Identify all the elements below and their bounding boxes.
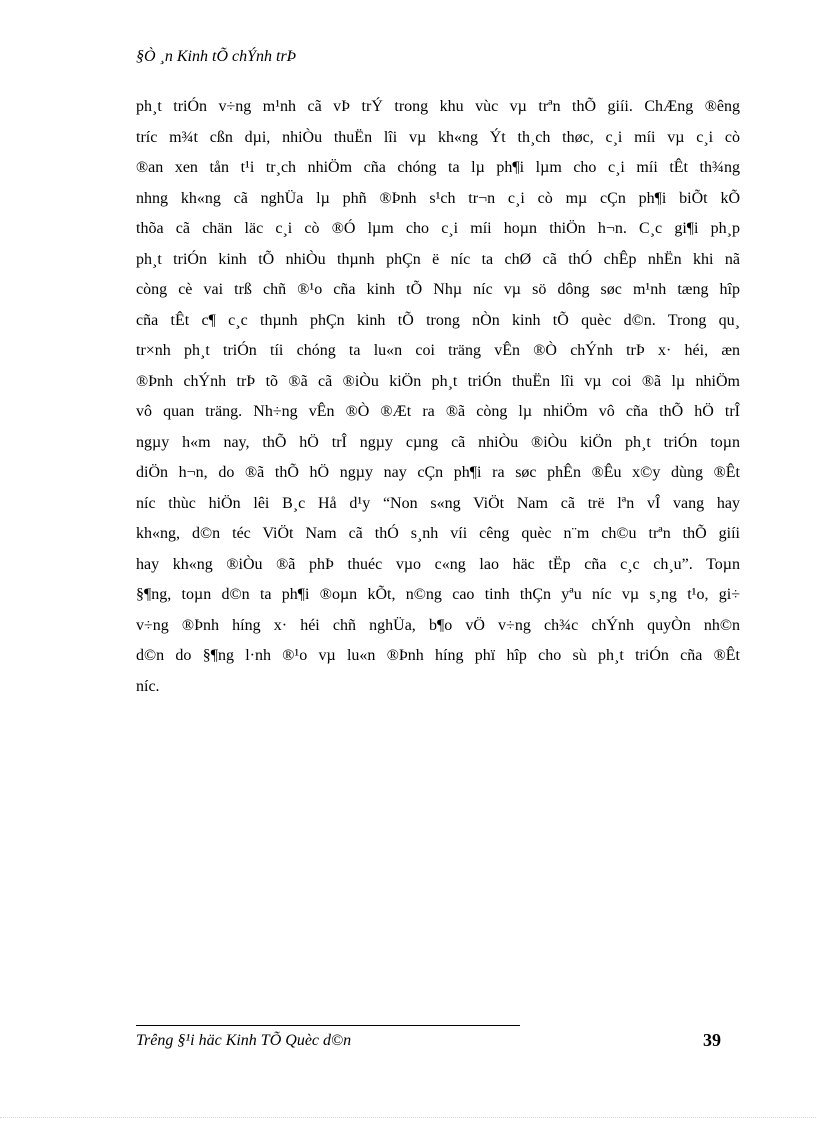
text-line: kh«ng, d©n téc ViÖt Nam cã thÓ s¸nh víi cêng quèc n¨m ch©u trªn thÕ giíi xyxy=(136,525,740,542)
text-line: thõa cã chän läc c¸i cò ®Ó lµm cho c¸i míi hoµn thiÖn h¬n. C¸c gi¶i ph¸p xyxy=(136,220,740,237)
text-line: ®Þnh chÝnh trÞ tõ ®ã cã ®iÒu kiÖn ph¸t triÓn thuËn lîi vµ coi ®ã lµ nhiÖm xyxy=(136,372,740,390)
text-line: cña tÊt c¶ c¸c thµnh phÇn kinh tÕ trong nÒn kinh tÕ quèc d©n. Trong qu¸ xyxy=(136,311,740,329)
text-line: nhng kh«ng cã nghÜa lµ phñ ®Þnh s¹ch tr¬n c¸i cò mµ cÇn ph¶i biÕt kÕ xyxy=(136,189,740,207)
body-paragraph xyxy=(136,92,740,702)
text-line: diÖn h¬n, do ®ã thÕ hÖ ngµy nay cÇn ph¶i ra søc phÊn ®Êu x©y dùng ®Êt xyxy=(136,464,740,481)
text-line: ngµy h«m nay, thÕ hÖ trÎ ngµy cµng cã nhiÒu ®iÒu kiÖn ph¸t triÓn toµn xyxy=(136,433,740,451)
text-line: d©n do §¶ng l·nh ®¹o vµ lu«n ®Þnh híng phï hîp cho sù ph¸t triÓn cña ®Êt xyxy=(136,647,740,664)
text-line: tríc m¾t cßn dµi, nhiÒu thuËn lîi vµ kh«ng Ýt th¸ch thøc, c¸i míi vµ c¸i cò xyxy=(136,128,740,146)
text-line: còng cè vai trß chñ ®¹o cña kinh tÕ Nhµ níc vµ sö dông søc m¹nh tæng hîp xyxy=(136,281,740,298)
text-line: níc thùc hiÖn lêi B¸c Hå d¹y “Non s«ng ViÖt Nam cã trë lªn vÎ vang hay xyxy=(136,494,740,512)
text-line: §¶ng, toµn d©n ta ph¶i ®oµn kÕt, n©ng cao tinh thÇn yªu níc vµ s¸ng t¹o, gi÷ xyxy=(136,586,740,603)
footer-rule xyxy=(136,1025,520,1026)
footer-school-name: Trêng §¹i häc Kinh TÕ Quèc d©n xyxy=(136,1032,352,1049)
text-line: vô quan träng. Nh÷ng vÊn ®Ò ®Æt ra ®ã còng lµ nhiÖm vô cña thÕ hÖ trÎ xyxy=(136,403,740,420)
text-line: ph¸t triÓn v÷ng m¹nh cã vÞ trÝ trong khu vùc vµ trªn thÕ giíi. ChÆng ®êng xyxy=(136,98,740,115)
page-number: 39 xyxy=(703,1030,721,1050)
text-line: v÷ng ®Þnh híng x· héi chñ nghÜa, b¶o vÖ v÷ng ch¾c chÝnh quyÒn nh©n xyxy=(136,616,740,634)
text-line: ®an xen tån t¹i tr¸ch nhiÖm cña chóng ta lµ ph¶i lµm cho c¸i míi tÊt th¾ng xyxy=(136,159,740,176)
page-header: §Ò ¸n Kinh tÕ chÝnh trÞ xyxy=(136,48,297,65)
text-line: tr×nh ph¸t triÓn tíi chóng ta lu«n coi träng vÊn ®Ò chÝnh trÞ x· héi, æn xyxy=(136,342,740,359)
text-line-last: níc. xyxy=(136,677,160,695)
text-line: hay kh«ng ®iÒu ®ã phÞ thuéc vµo c«ng lao häc tËp cña c¸c ch¸u”. Toµn xyxy=(136,555,740,573)
text-line: ph¸t triÓn kinh tÕ nhiÒu thµnh phÇn ë níc ta chØ cã thÓ chÊp nhËn khi nã xyxy=(136,250,740,268)
page-bottom-divider xyxy=(0,1117,816,1118)
